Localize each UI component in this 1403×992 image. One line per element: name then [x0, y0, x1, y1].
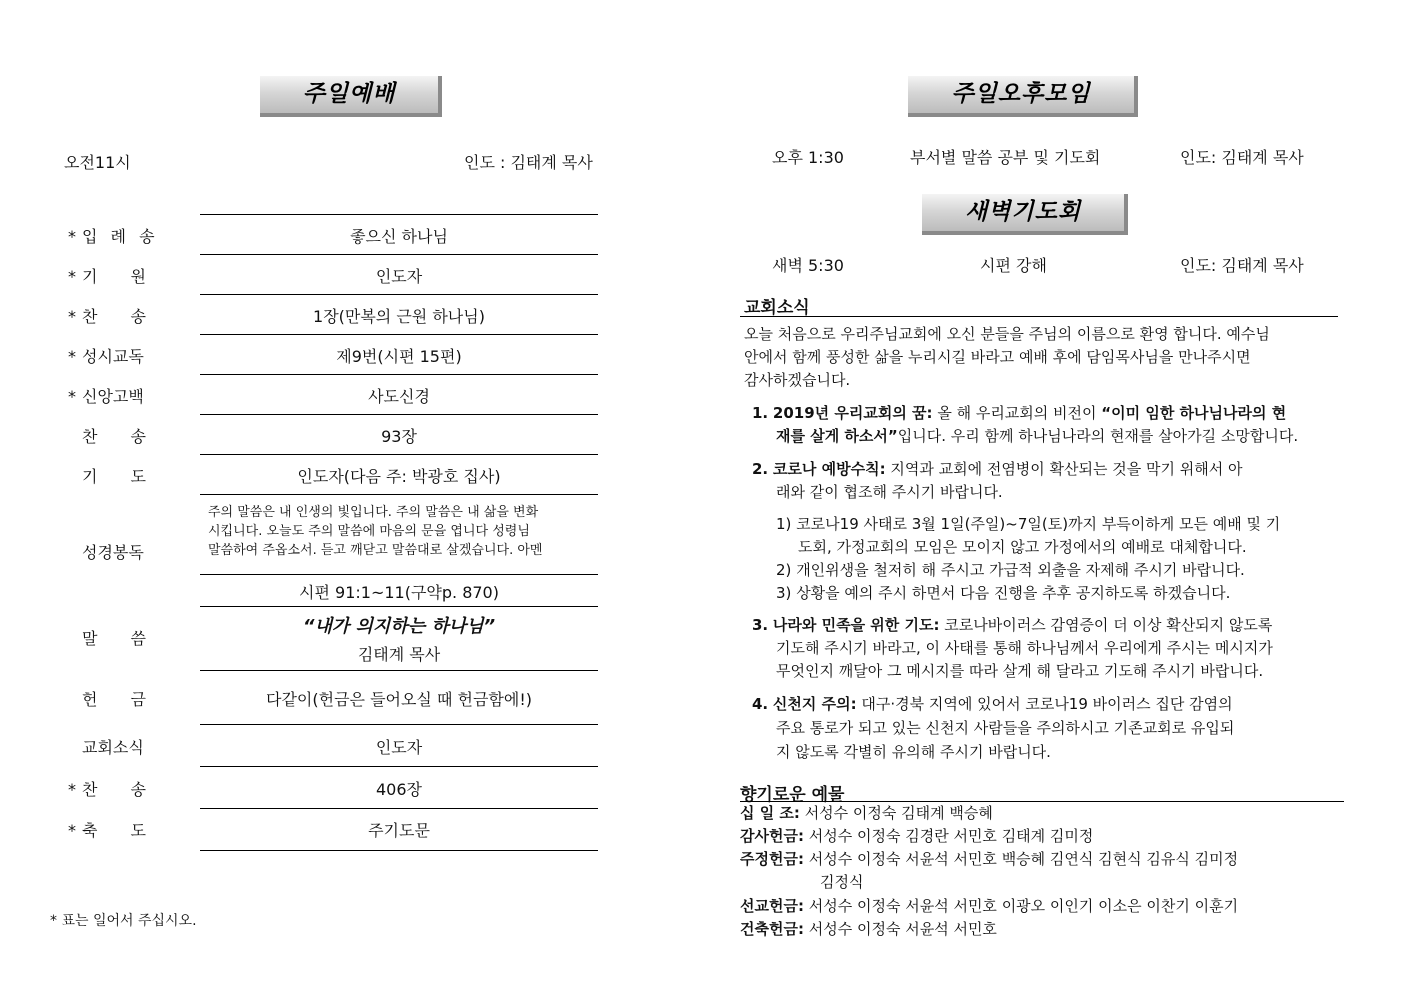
table-line [200, 808, 598, 809]
order-row-value: 1장(만복의 근원 하나님) [313, 307, 485, 326]
order-row-label: * 기 원 [68, 267, 146, 286]
stand-footnote: * 표는 일어서 주십시오. [50, 913, 197, 929]
table-line [200, 494, 598, 495]
order-row-value: 인도자 [375, 267, 423, 286]
news-item-2: 2. 코로나 예방수칙: 지역과 교회에 전염병이 확산되는 것을 막기 위해서 아 래와 같이 협조해 주시기 바랍니다. [752, 460, 1243, 501]
table-line [200, 334, 598, 335]
afternoon-desc: 부서별 말씀 공부 및 기도회 [910, 148, 1101, 167]
table-line [200, 574, 598, 575]
table-line [200, 214, 598, 215]
worship-leader: 인도 : 김태계 목사 [464, 153, 593, 172]
order-row-label: * 입 례 송 [68, 227, 159, 246]
sermon-label: 말 씀 [82, 629, 146, 648]
order-row-label: * 신앙고백 [68, 387, 144, 406]
order-row-value: 406장 [376, 780, 422, 799]
afternoon-leader: 인도: 김태계 목사 [1180, 148, 1304, 167]
order-row-value: 인도자(다음 주: 박광호 집사) [297, 467, 501, 486]
table-line [200, 414, 598, 415]
order-row-value: 주기도문 [368, 821, 430, 840]
table-line [200, 454, 598, 455]
order-row-label: * 찬 송 [68, 780, 146, 799]
table-line [200, 254, 598, 255]
order-row-value: 제9번(시편 15편) [336, 347, 462, 366]
order-row-value: 사도신경 [368, 387, 430, 406]
news-intro: 오늘 처음으로 우리주님교회에 오신 분들을 주님의 이름으로 환영 합니다. 예수님 안에서 함께 풍성한 삶을 누리시길 바라고 예배 후에 담임목사님을 만나주시면 감사하겠습니다. [744, 325, 1270, 389]
table-line [200, 294, 598, 295]
news-item-4: 4. 신천지 주의: 대구·경북 지역에 있어서 코로나19 바이러스 집단 감염의 주요 통로가 되고 있는 신천지 사람들을 주의하시고 기존교회로 유입되 지 않도록 각별히 유의해 주시기 바랍니다. [752, 695, 1235, 761]
dawn-desc: 시편 강해 [980, 256, 1047, 275]
news-heading: 교회소식 [744, 298, 810, 318]
offering-row: 감사헌금: 서성수 이정숙 김경란 서민호 김태계 김미정 [740, 827, 1094, 845]
offerings-heading: 향기로운 예물 [740, 785, 845, 805]
afternoon-title: 주일오후모임 [908, 76, 1138, 117]
worship-time: 오전11시 [64, 153, 131, 172]
offering-row: 십 일 조: 서성수 이정숙 김태계 백승혜 [740, 804, 993, 822]
news-item-2-sub: 1) 코로나19 사태로 3월 1일(주일)~7일(토)까지 부득이하게 모든 예배 및 기 도회, 가정교회의 모임은 모이지 않고 가정에서의 예배로 대체합니다. 2) 개인위생을 철저히 해 주시고 가급적 외출을 자제해 주시기 바랍니다. 3) 상황을 예의 주시 하면서 다음 진행을 추후 공지하도록 하겠습니다. [776, 515, 1281, 602]
news-item-3: 3. 나라와 민족을 위한 기도: 코로나바이러스 감염증이 더 이상 확산되지 않도록 기도해 주시기 바라고, 이 사태를 통해 하나님께서 우리에게 주시는 메시지가 무엇인지 깨달아 그 메시지를 따라 살게 해 달라고 기도해 주시기 바랍니다. [752, 616, 1273, 680]
table-line [200, 670, 598, 671]
dawn-leader: 인도: 김태계 목사 [1180, 256, 1304, 275]
order-row-value: 다같이(헌금은 들어오실 때 헌금함에!) [266, 690, 532, 709]
offering-row: 선교헌금: 서성수 이정숙 서윤석 서민호 이광오 이인기 이소은 이찬기 이훈기 [740, 897, 1239, 915]
order-row-value: 인도자 [375, 738, 423, 757]
scripture-prayer: 주의 말씀은 내 인생의 빛입니다. 주의 말씀은 내 삶을 변화 시킵니다. 오늘도 주의 말씀에 마음의 문을 엽니다 성령님 말씀하여 주옵소서. 듣고 깨닫고 말씀대로 살겠습니다. 아멘 [208, 505, 543, 558]
dawn-title: 새벽기도회 [922, 194, 1128, 235]
table-line [200, 374, 598, 375]
sermon-preacher: 김태계 목사 [357, 645, 441, 664]
scripture-label: 성경봉독 [82, 543, 144, 562]
sermon-title: “내가 의지하는 하나님” [302, 616, 496, 637]
dawn-time: 새벽 5:30 [772, 256, 844, 275]
order-row-label: * 찬 송 [68, 307, 146, 326]
offering-row: 주정헌금: 서성수 이정숙 서윤석 서민호 백승혜 김연식 김현식 김유식 김미정 [740, 850, 1239, 868]
scripture-reference: 시편 91:1~11(구약p. 870) [299, 583, 499, 602]
table-line [200, 606, 598, 607]
order-row-label: 교회소식 [82, 738, 144, 757]
order-row-label: 헌 금 [82, 690, 146, 709]
offering-row: 김정식 [820, 873, 864, 891]
table-line [200, 766, 598, 767]
order-row-label: * 성시교독 [68, 347, 144, 366]
order-row-label: * 축 도 [68, 821, 146, 840]
order-row-label: 찬 송 [82, 427, 146, 446]
table-line [200, 724, 598, 725]
offering-row: 건축헌금: 서성수 이정숙 서윤석 서민호 [740, 920, 997, 938]
news-heading-rule [740, 316, 1338, 317]
order-row-value: 좋으신 하나님 [350, 227, 448, 246]
news-item-1: 1. 2019년 우리교회의 꿈: 올 해 우리교회의 비전이 “이미 임한 하나님나라의 현 재를 살게 하소서”입니다. 우리 함께 하나님나라의 현재를 살아가길 소망합니다. [752, 404, 1299, 445]
table-line [200, 850, 598, 851]
sunday-worship-title: 주일예배 [260, 76, 442, 117]
order-row-value: 93장 [381, 427, 417, 446]
order-row-label: 기 도 [82, 467, 146, 486]
afternoon-time: 오후 1:30 [772, 148, 844, 167]
